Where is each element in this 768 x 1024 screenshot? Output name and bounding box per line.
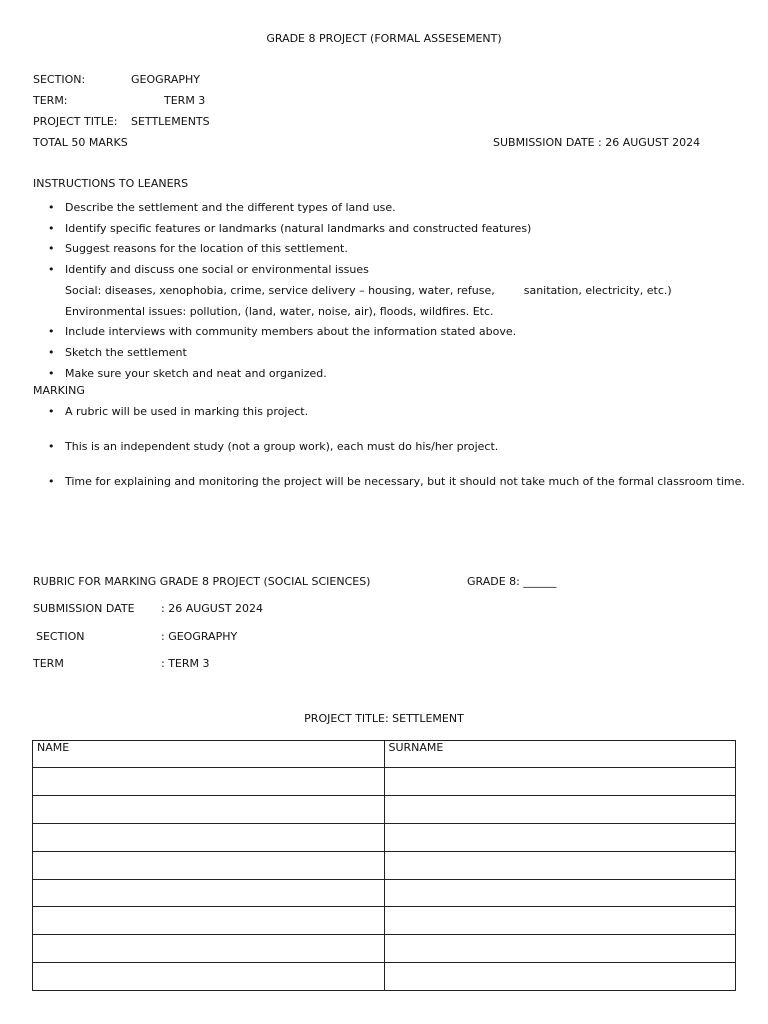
social-issues-line bbox=[48, 281, 672, 302]
section-value: GEOGRAPHY bbox=[131, 73, 201, 86]
name-cell[interactable] bbox=[33, 879, 385, 907]
social-issues-text: Social: diseases, xenophobia, crime, service delivery – housing, water, refuse, bbox=[65, 283, 495, 297]
name-cell[interactable] bbox=[33, 795, 385, 823]
rubric-heading: RUBRIC FOR MARKING GRADE 8 PROJECT (SOCIAL SCIENCES) bbox=[33, 575, 371, 588]
environmental-issues-line: Environmental issues: pollution, (land, water, noise, air), floods, wildfires. Etc. bbox=[65, 304, 494, 318]
table-row bbox=[33, 851, 736, 879]
column-header-surname: SURNAME bbox=[384, 741, 736, 768]
rubric-submission-label: SUBMISSION DATE bbox=[33, 602, 135, 615]
table-row bbox=[33, 907, 736, 935]
instruction-item: • Suggest reasons for the location of this settlement. bbox=[48, 239, 672, 260]
surname-cell[interactable] bbox=[384, 851, 736, 879]
social-issues-text-cont: sanitation, electricity, etc.) bbox=[523, 283, 672, 297]
name-cell[interactable] bbox=[33, 851, 385, 879]
name-cell[interactable] bbox=[33, 768, 385, 796]
project-title-label: PROJECT TITLE: bbox=[33, 115, 118, 128]
marking-item: • A rubric will be used in marking this project. bbox=[48, 405, 745, 440]
name-cell[interactable] bbox=[33, 963, 385, 991]
table-body bbox=[33, 768, 736, 991]
table-row bbox=[33, 768, 736, 796]
surname-cell[interactable] bbox=[384, 795, 736, 823]
rubric-term-label: TERM bbox=[33, 657, 64, 670]
instruction-item: • Describe the settlement and the different types of land use. bbox=[48, 198, 672, 219]
surname-cell[interactable] bbox=[384, 823, 736, 851]
rubric-section-value: : GEOGRAPHY bbox=[161, 630, 238, 643]
table-header-row bbox=[33, 741, 736, 768]
surname-cell[interactable] bbox=[384, 768, 736, 796]
instructions-list bbox=[48, 198, 672, 384]
table-row bbox=[33, 935, 736, 963]
table-row bbox=[33, 879, 736, 907]
instructions-heading: INSTRUCTIONS TO LEANERS bbox=[33, 177, 189, 190]
instruction-item: • Identify and discuss one social or environmental issues bbox=[48, 260, 672, 281]
surname-cell[interactable] bbox=[384, 963, 736, 991]
instruction-item: • Include interviews with community members about the information stated above. bbox=[48, 322, 672, 343]
rubric-submission-value: : 26 AUGUST 2024 bbox=[161, 602, 264, 615]
document-title: GRADE 8 PROJECT (FORMAL ASSESEMENT) bbox=[266, 32, 502, 45]
instruction-item: • Make sure your sketch and neat and organized. bbox=[48, 364, 672, 385]
project-title-value: SETTLEMENTS bbox=[131, 115, 210, 128]
name-cell[interactable] bbox=[33, 907, 385, 935]
name-cell[interactable] bbox=[33, 935, 385, 963]
marking-heading: MARKING bbox=[33, 384, 85, 397]
rubric-project-title: PROJECT TITLE: SETTLEMENT bbox=[304, 712, 464, 725]
term-value: TERM 3 bbox=[164, 94, 206, 107]
table-row bbox=[33, 795, 736, 823]
learner-names-table bbox=[32, 740, 736, 991]
term-label: TERM: bbox=[33, 94, 68, 107]
table-row bbox=[33, 963, 736, 991]
marking-item: • This is an independent study (not a group work), each must do his/her project. bbox=[48, 440, 745, 475]
marking-item: • Time for explaining and monitoring the project will be necessary, but it should not take much of the formal classroom time. bbox=[48, 475, 745, 488]
marking-list bbox=[48, 405, 745, 488]
name-cell[interactable] bbox=[33, 823, 385, 851]
surname-cell[interactable] bbox=[384, 879, 736, 907]
section-label: SECTION: bbox=[33, 73, 86, 86]
surname-cell[interactable] bbox=[384, 907, 736, 935]
surname-cell[interactable] bbox=[384, 935, 736, 963]
instruction-item: • Sketch the settlement bbox=[48, 343, 672, 364]
column-header-name: NAME bbox=[33, 741, 385, 768]
total-marks: TOTAL 50 MARKS bbox=[33, 136, 128, 149]
table-row bbox=[33, 823, 736, 851]
rubric-section-label: SECTION bbox=[36, 630, 85, 643]
rubric-term-value: : TERM 3 bbox=[161, 657, 210, 670]
submission-date: SUBMISSION DATE : 26 AUGUST 2024 bbox=[493, 136, 701, 149]
instruction-item: • Identify specific features or landmarks (natural landmarks and constructed features) bbox=[48, 219, 672, 240]
rubric-grade: GRADE 8: ______ bbox=[467, 575, 557, 588]
